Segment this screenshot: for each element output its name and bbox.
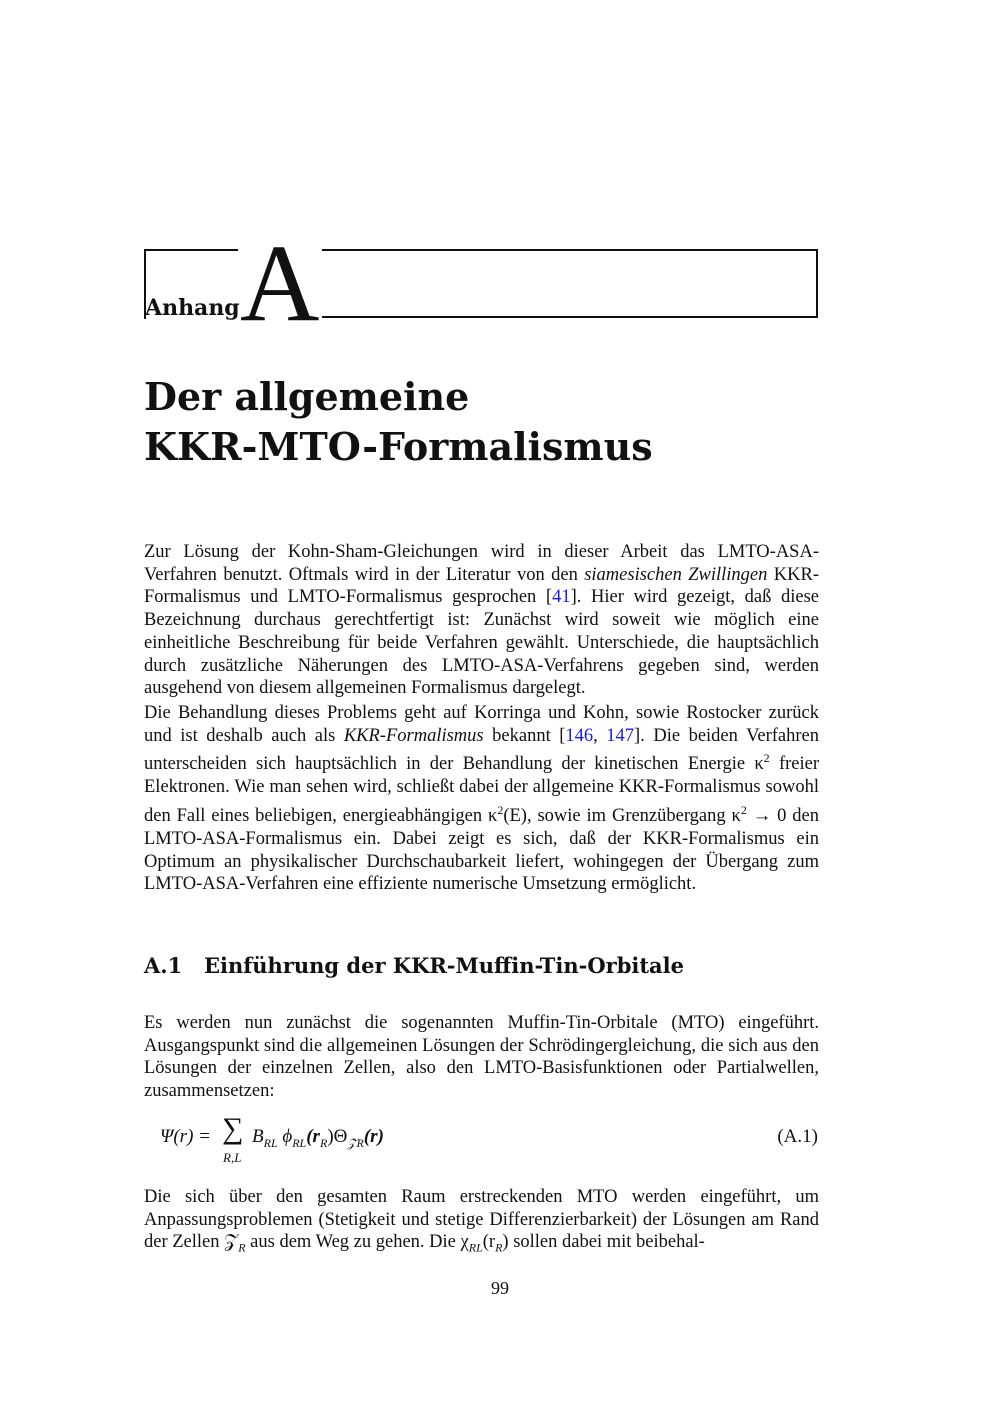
superscript: 2 (740, 802, 747, 817)
intro-paragraph-2 (144, 702, 819, 896)
text-run: Zur Lösung der Kohn-Sham-Gleichungen wird in dieser Arbeit das LMTO-ASA-Verfahren benutzt. Oftmals wird in der Literatur von den (144, 542, 819, 585)
symbol-theta: )Θ (327, 1126, 348, 1147)
text-run: freier Elektronen. Wie man sehen wird, schließt dabei der allgemeine KKR-Formalismus sowohl den Fall eines beliebigen, energieabhängigen κ (144, 754, 819, 827)
section-heading (144, 953, 819, 978)
emphasis-text: siamesischen Zwillingen (584, 564, 768, 585)
citation-link[interactable]: 41 (552, 587, 571, 608)
citation-link[interactable]: 146 (565, 725, 594, 746)
intro-paragraph-1 (144, 541, 819, 700)
text-run: Die sich über den gesamten Raum erstreckenden MTO werden eingeführt, um Anpassungsproblemen (Stetigkeit und stetige Differenzierbarkeit) der Lösungen am Rand der Zellen 𝒵 (144, 1187, 819, 1253)
page-number: 99 (491, 1278, 509, 1298)
text-run: (E), sowie im Grenzübergang κ (503, 806, 741, 827)
text-run: Die Behandlung dieses Problems geht auf Korringa und Kohn, sowie Rostocker zurück und ist deshalb auch als (144, 703, 819, 746)
text-run: (r (482, 1232, 496, 1253)
section-paragraph-2 (144, 1186, 819, 1260)
text-run: , (593, 725, 607, 746)
emphasis-text: KKR-Formalismus (343, 725, 484, 746)
text-run: → 0 den LMTO-ASA-Formalismus ein. Dabei zeigt es sich, daß der KKR-Formalismus ein Optimum an physikalischer Durchschaubarkeit liefert, wohingegen der Übergang zum LMTO-ASA-Verfahren eine effiziente numerische Umsetzung ermöglicht. (144, 806, 819, 895)
chapter-letter: A (240, 222, 320, 344)
argument: (r (306, 1126, 320, 1147)
chapter-title-line2: KKR-MTO-Formalismus (144, 424, 653, 469)
argument: (r) (363, 1126, 384, 1147)
chapter-title-line1: Der allgemeine (144, 374, 470, 419)
subscript: RL (468, 1241, 483, 1256)
symbol-b: B (252, 1126, 264, 1147)
text-run: bekannt [ (483, 725, 566, 746)
section-number: A.1 (144, 953, 183, 978)
text-run: ) sollen dabei mit beibehal- (502, 1232, 705, 1253)
sum-index: R,L (223, 1150, 242, 1165)
chapter-frame-right (322, 249, 818, 318)
subscript: RL (263, 1135, 278, 1150)
subscript: 𝒵R (347, 1135, 364, 1150)
section-title: Einführung der KKR-Muffin-Tin-Orbitale (204, 953, 684, 978)
text-run: ]. Hier wird gezeigt, daß diese Bezeichnung durchaus gerechtfertigt ist: Zunächst wird soweit wie möglich eine einheitliche Beschreibung für beide Verfahren gewählt. Unterschiede, die hauptsächlich durch zusätzliche Näherungen des LMTO-ASA-Verfahrens gegeben sind, werden ausgehend von diesem allgemeinen Formalismus dargelegt. (144, 587, 819, 699)
superscript: 2 (497, 802, 504, 817)
equation-a1 (160, 1112, 818, 1172)
subscript: R (319, 1135, 328, 1150)
subscript: R (495, 1241, 503, 1256)
symbol-phi: ϕ (277, 1126, 293, 1147)
sum-symbol: ∑ (222, 1112, 244, 1145)
text-run: aus dem Weg zu gehen. Die χ (245, 1232, 469, 1253)
text-run: ]. Die beiden Verfahren unterscheiden sich hauptsächlich in der Behandlung der kinetischen Energie κ (144, 725, 820, 775)
text-run: KKR-Formalismus und LMTO-Formalismus gesprochen [ (144, 564, 820, 608)
citation-link[interactable]: 147 (606, 725, 635, 746)
equation-number: (A.1) (777, 1126, 818, 1147)
subscript: R (238, 1241, 246, 1256)
subscript: RL (292, 1135, 307, 1150)
chapter-title (144, 372, 844, 472)
equation-lhs: Ψ(r) = (160, 1126, 211, 1147)
superscript: 2 (763, 751, 770, 766)
equation-rhs (252, 1126, 384, 1151)
chapter-label: Anhang (145, 295, 240, 321)
section-paragraph-1: Es werden nun zunächst die sogenannten Muffin-Tin-Orbitale (MTO) eingeführt. Ausgangspunkt sind die allgemeinen Lösungen der Schrödingergleichung, die sich aus den Lösungen der einzelnen Zellen, also den LMTO-Basisfunktionen oder Partialwellen, zusammensetzen: (144, 1013, 819, 1102)
